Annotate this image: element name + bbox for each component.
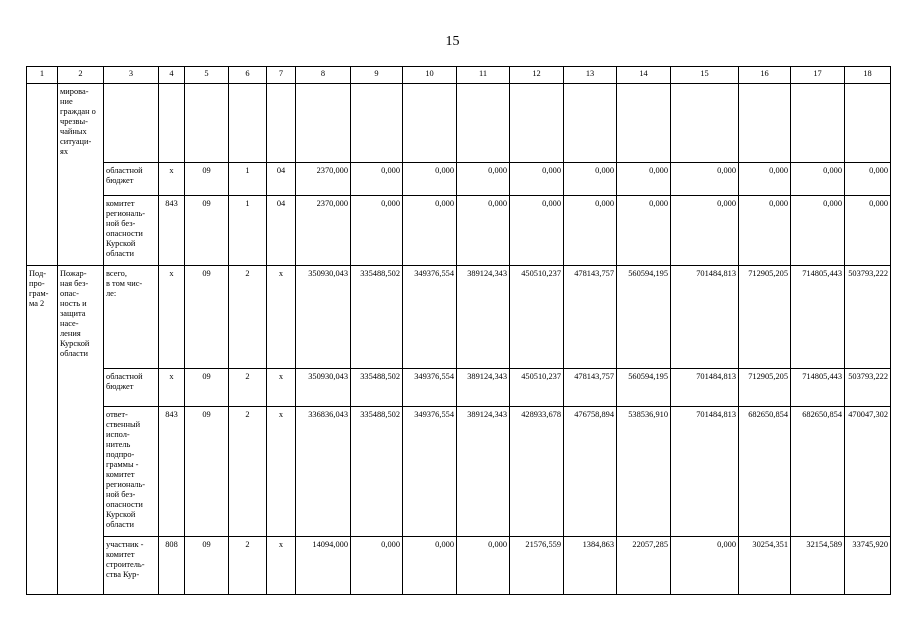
code-section: 09 [185, 266, 229, 369]
value-cell: 0,000 [510, 163, 564, 196]
value-cell: 2370,000 [296, 196, 351, 266]
code-item [267, 84, 296, 163]
code-subprogram: 1 [229, 163, 267, 196]
code-item: 04 [267, 163, 296, 196]
code-section [185, 84, 229, 163]
funding-source [104, 84, 159, 163]
value-cell: 478143,757 [564, 266, 617, 369]
value-cell: 32154,589 [791, 537, 845, 595]
value-cell: 0,000 [564, 163, 617, 196]
value-cell: 0,000 [457, 537, 510, 595]
value-cell: 350930,043 [296, 369, 351, 407]
value-cell [671, 84, 739, 163]
header-cell: 14 [617, 67, 671, 84]
value-cell: 470047,302 [845, 407, 891, 537]
header-cell: 7 [267, 67, 296, 84]
code-item: х [267, 537, 296, 595]
value-cell: 428933,678 [510, 407, 564, 537]
code-subprogram: 1 [229, 196, 267, 266]
header-cell: 10 [403, 67, 457, 84]
table-row [27, 84, 891, 163]
value-cell: 0,000 [351, 537, 403, 595]
value-cell: 0,000 [617, 196, 671, 266]
code-section: 09 [185, 537, 229, 595]
value-cell: 714805,443 [791, 369, 845, 407]
value-cell: 335488,502 [351, 266, 403, 369]
code-grbs: 843 [159, 196, 185, 266]
value-cell: 2370,000 [296, 163, 351, 196]
code-item: х [267, 369, 296, 407]
page-number: 15 [445, 34, 460, 49]
funding-source: ответ- ственный испол- нитель подпро- граммы - комитет региональ- ной без- опасности Курской области [104, 407, 159, 537]
table-row [27, 369, 891, 407]
header-cell: 6 [229, 67, 267, 84]
value-cell: 336836,043 [296, 407, 351, 537]
value-cell: 682650,854 [791, 407, 845, 537]
value-cell: 0,000 [671, 196, 739, 266]
value-cell: 714805,443 [791, 266, 845, 369]
value-cell: 0,000 [457, 196, 510, 266]
value-cell [791, 84, 845, 163]
row-group-label [27, 84, 58, 266]
table-row [27, 163, 891, 196]
code-subprogram: 2 [229, 407, 267, 537]
code-subprogram: 2 [229, 537, 267, 595]
code-grbs: х [159, 369, 185, 407]
budget-table [26, 66, 891, 595]
header-cell: 18 [845, 67, 891, 84]
code-item: 04 [267, 196, 296, 266]
code-subprogram [229, 84, 267, 163]
funding-source: областной бюджет [104, 163, 159, 196]
value-cell [845, 84, 891, 163]
value-cell: 389124,343 [457, 407, 510, 537]
header-cell: 11 [457, 67, 510, 84]
header-cell: 15 [671, 67, 739, 84]
value-cell: 0,000 [671, 537, 739, 595]
value-cell [457, 84, 510, 163]
table-row [27, 537, 891, 595]
value-cell: 349376,554 [403, 266, 457, 369]
value-cell: 450510,237 [510, 266, 564, 369]
value-cell: 0,000 [739, 163, 791, 196]
value-cell: 0,000 [791, 163, 845, 196]
value-cell: 0,000 [510, 196, 564, 266]
value-cell: 389124,343 [457, 266, 510, 369]
value-cell: 701484,813 [671, 266, 739, 369]
table-row [27, 196, 891, 266]
code-grbs: 808 [159, 537, 185, 595]
measure-name: мирова- ние граждан о чрезвы- чайных ситуаци- ях [58, 84, 104, 266]
value-cell: 0,000 [671, 163, 739, 196]
value-cell: 349376,554 [403, 407, 457, 537]
code-item: х [267, 407, 296, 537]
value-cell: 0,000 [403, 196, 457, 266]
code-grbs: 843 [159, 407, 185, 537]
value-cell: 0,000 [845, 163, 891, 196]
header-cell: 5 [185, 67, 229, 84]
value-cell [564, 84, 617, 163]
value-cell: 503793,222 [845, 369, 891, 407]
code-item: х [267, 266, 296, 369]
value-cell: 22057,285 [617, 537, 671, 595]
value-cell: 30254,351 [739, 537, 791, 595]
value-cell: 560594,195 [617, 369, 671, 407]
value-cell: 389124,343 [457, 369, 510, 407]
value-cell: 0,000 [791, 196, 845, 266]
code-section: 09 [185, 369, 229, 407]
value-cell [351, 84, 403, 163]
value-cell [617, 84, 671, 163]
subprogram-label: Под- про- грам- ма 2 [27, 266, 58, 595]
code-subprogram: 2 [229, 266, 267, 369]
header-cell: 8 [296, 67, 351, 84]
header-cell: 16 [739, 67, 791, 84]
header-cell: 3 [104, 67, 159, 84]
value-cell: 33745,920 [845, 537, 891, 595]
value-cell: 0,000 [739, 196, 791, 266]
header-cell: 17 [791, 67, 845, 84]
table-row [27, 407, 891, 537]
value-cell: 0,000 [403, 163, 457, 196]
value-cell: 712905,205 [739, 369, 791, 407]
value-cell: 0,000 [564, 196, 617, 266]
value-cell [510, 84, 564, 163]
value-cell [403, 84, 457, 163]
value-cell: 21576,559 [510, 537, 564, 595]
value-cell: 538536,910 [617, 407, 671, 537]
value-cell: 0,000 [845, 196, 891, 266]
value-cell: 14094,000 [296, 537, 351, 595]
value-cell: 560594,195 [617, 266, 671, 369]
header-cell: 12 [510, 67, 564, 84]
code-subprogram: 2 [229, 369, 267, 407]
value-cell [739, 84, 791, 163]
value-cell: 0,000 [403, 537, 457, 595]
value-cell: 682650,854 [739, 407, 791, 537]
header-cell: 4 [159, 67, 185, 84]
header-cell: 13 [564, 67, 617, 84]
value-cell: 712905,205 [739, 266, 791, 369]
header-cell: 2 [58, 67, 104, 84]
value-cell: 478143,757 [564, 369, 617, 407]
header-cell: 1 [27, 67, 58, 84]
code-grbs: х [159, 163, 185, 196]
value-cell: 450510,237 [510, 369, 564, 407]
code-grbs: х [159, 266, 185, 369]
subprogram-name: Пожар- ная без- опас- ность и защита насе- ления Курской области [58, 266, 104, 595]
funding-source: комитет региональ- ной без- опасности Курской области [104, 196, 159, 266]
funding-source: областной бюджет [104, 369, 159, 407]
value-cell: 349376,554 [403, 369, 457, 407]
code-grbs [159, 84, 185, 163]
code-section: 09 [185, 163, 229, 196]
value-cell: 701484,813 [671, 369, 739, 407]
value-cell [296, 84, 351, 163]
value-cell: 503793,222 [845, 266, 891, 369]
table-row [27, 266, 891, 369]
value-cell: 350930,043 [296, 266, 351, 369]
header-row [27, 67, 891, 84]
code-section: 09 [185, 196, 229, 266]
header-cell: 9 [351, 67, 403, 84]
value-cell: 1384,863 [564, 537, 617, 595]
value-cell: 0,000 [351, 196, 403, 266]
value-cell: 701484,813 [671, 407, 739, 537]
funding-source: всего, в том чис- ле: [104, 266, 159, 369]
code-section: 09 [185, 407, 229, 537]
value-cell: 0,000 [351, 163, 403, 196]
value-cell: 335488,502 [351, 369, 403, 407]
value-cell: 0,000 [617, 163, 671, 196]
value-cell: 0,000 [457, 163, 510, 196]
value-cell: 476758,894 [564, 407, 617, 537]
funding-source: участник - комитет строитель- ства Кур- [104, 537, 159, 595]
value-cell: 335488,502 [351, 407, 403, 537]
